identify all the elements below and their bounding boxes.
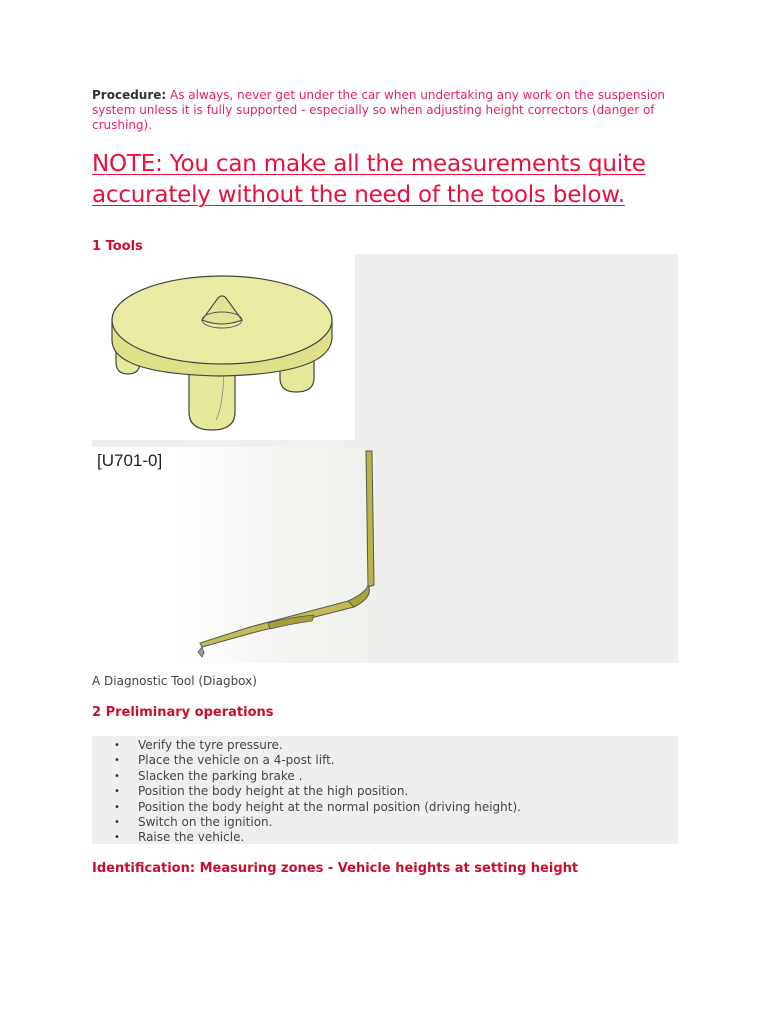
bullet-icon: •: [114, 786, 120, 798]
preliminary-heading: 2 Preliminary operations: [92, 705, 274, 720]
tools-panel: [92, 254, 678, 663]
list-item: • Verify the tyre pressure.: [114, 738, 283, 752]
list-item: • Position the body height at the normal position (driving height).: [114, 799, 521, 814]
diagnostic-tool-caption: A Diagnostic Tool (Diagbox): [92, 674, 257, 688]
procedure-label: Procedure:: [92, 88, 167, 102]
note-heading: NOTE: You can make all the measurements quite accurately without the need of the tools below.: [92, 151, 646, 208]
height-gauge-cap-icon: [92, 254, 355, 440]
procedure-text: As always, never get under the car when undertaking any work on the suspension system unless it is fully supported - especially so when adjusting height correctors (danger of crushing).: [92, 88, 666, 132]
list-item: • Raise the vehicle.: [114, 830, 245, 845]
bullet-icon: •: [114, 801, 120, 813]
measuring-rod-icon: [92, 447, 390, 663]
bullet-icon: •: [114, 770, 120, 782]
list-item: • Place the vehicle on a 4-post lift.: [114, 753, 335, 768]
reference-code: [U701-0]: [97, 451, 163, 470]
bullet-icon: •: [114, 755, 120, 767]
list-item: • Slacken the parking brake .: [114, 768, 303, 783]
tool-cap-image: [92, 254, 355, 440]
bullet-icon: •: [114, 832, 120, 844]
tool-gauge-image: [92, 447, 390, 663]
list-item: • Position the body height at the high position.: [114, 784, 409, 799]
list-item: • Switch on the ignition.: [114, 815, 273, 830]
identification-heading: Identification: Measuring zones - Vehicle heights at setting height: [92, 861, 579, 876]
preliminary-steps-panel: [92, 736, 678, 844]
bullet-icon: •: [114, 740, 120, 751]
tools-heading: 1 Tools: [92, 239, 143, 254]
procedure-paragraph: [92, 88, 678, 133]
bullet-icon: •: [114, 817, 120, 829]
preliminary-steps-list: [114, 738, 521, 846]
